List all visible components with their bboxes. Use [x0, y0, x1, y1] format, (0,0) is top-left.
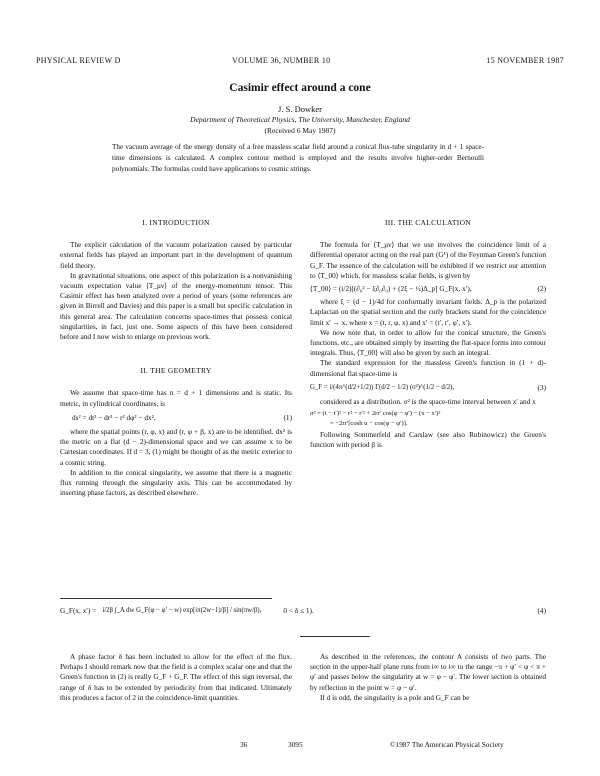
section-heading-calculation: III. THE CALCULATION [384, 218, 472, 227]
calc-paragraph-4: The standard expression for the massless Green's function in (1 + d)-dimensional flat space-time is [310, 358, 546, 378]
calc-paragraph-1: The formula for ⟨T_μν⟩ that we use involves the coincidence limit of a differential operator acting on the real part (G¹) of the Feynman Green's function G_F. The essence of the calculation will be exhibited if we restrict our attention to ⟨T_00⟩ which, for massless scalar fields, is given by [310, 240, 546, 280]
equation-1: ds² = dt² − dr² − r² dφ² − dx², [72, 412, 156, 422]
abstract: The vacuum average of the energy density of a free massless scalar field around a conical flux-tube singularity in d + 1 space-time dimensions is calculated. A complex contour method is employed and the results involve higher-order Bernoulli polynomials. The formulas could have applications to cosmic strings. [112, 143, 484, 173]
equation-3: G_F = i/(4π^(d/2+1/2)) Γ(d/2 − 1/2) (σ²)^(1/2 − d/2), [310, 383, 455, 391]
geometry-paragraph-1: We assume that space-time has n = d + 1 dimensions and is static. Its metric, in cylindrical coordinates, is [60, 388, 292, 408]
equation-3b: σ² = (t − t′)² − r² − r′² + 2rr′ cos(φ − φ′) − (x − x′)² [310, 410, 441, 418]
equation-bottom-rule [300, 636, 370, 637]
author-name: J. S. Dowker [278, 104, 322, 114]
left-column [60, 218, 292, 498]
equation-4-body: i/2β ∫_A dw G_F(φ − φ′ − w) exp[iπ(2w−1)/β] / sin(πw/β), [102, 607, 262, 614]
contour-paragraph: As described in the references, the contour A consists of two parts. The section in the upper-half plane runs from i∞ to i∞ to the range −π + φ′ < φ < π + φ′ and passes below the singularity at w = φ − φ′. The lower section is obtained by reflection in the point w = φ − φ′. [310, 652, 546, 692]
section-heading-geometry: II. THE GEOMETRY [140, 366, 212, 376]
equation-3c: = −2rr′[cosh u − cos(φ − φ′)]. [330, 420, 408, 428]
geometry-paragraph-3: In addition to the conical singularity, we assume that there is a magnetic flux running through the singularity axis. This can be accommodated by inserting phase factors, as described elsewhere. [60, 467, 292, 498]
equation-4-condition: 0 < δ ≤ 1). [283, 606, 314, 615]
issue-date: 15 NOVEMBER 1987 [486, 56, 564, 65]
intro-paragraph-1: The explicit calculation of the vacuum polarization caused by particular external fields has played an important part in the development of quantum field theory. [60, 240, 292, 270]
equation-4-number: (4) [537, 606, 546, 615]
affiliation: Department of Theoretical Physics, The University, Manchester, England [190, 115, 410, 124]
calc-paragraph-3: We now note that, in order to allow for the conical structure, the Green's functions, etc., are obtained simply by inserting the flat-space forms into contour integrals. Thus, ⟨T_00⟩ will also be given by such an integral. [310, 327, 546, 358]
bottom-left-text [60, 652, 292, 703]
equation-4-row [60, 606, 546, 615]
flux-paragraph: A phase factor δ has been included to allow for the effect of the flux. Perhaps I should remark now that the field is a complex scalar one and that the Green's function in (2) is really G_F + G_F. The effect of this sign reversal, the range of δ has to be extended by periodicity from that indicated. Ultimately this produces a factor of 2 in the coincidence-limit quantities. [60, 652, 292, 702]
equation-3-row [310, 383, 546, 393]
pole-paragraph: If d is odd, the singularity is a pole and G_F can be [320, 692, 470, 702]
section-heading-introduction: I. INTRODUCTION [142, 218, 210, 227]
equation-1-row [60, 413, 292, 423]
right-column [310, 218, 546, 450]
equation-3-number: (3) [537, 382, 546, 392]
equation-top-rule [60, 598, 272, 599]
journal-name: PHYSICAL REVIEW D [36, 56, 121, 65]
calc-paragraph-5: considered as a distribution. σ² is the space-time interval between x′ and x [320, 397, 536, 407]
equation-2: ⟨T_00⟩ = (i/2)[(∂₀² − ξ∂₀∂₀) + (2ξ − ½)Δ_p] G_F(x, x′), [310, 284, 472, 294]
calc-paragraph-6: Following Sommerfeld and Carslaw (see also Rubinowicz) the Green's function with period β is [310, 429, 546, 449]
intro-paragraph-2: In gravitational situations, one aspect of this polarization is a nonvanishing vacuum expectation value ⟨T_μν⟩ of the energy-momentum tensor. This Casimir effect has been analyzed over a period of years (some references are given in Birrell and Davies) and this paper is a small but specific calculation in this general area. The calculation concerns space-times that possess conical singularities, in fact, just one. Some aspects of this have been considered before and I now wish to enlarge on previous work. [60, 270, 292, 342]
equation-1-number: (1) [283, 412, 292, 422]
equation-2-number: (2) [537, 284, 546, 294]
equation-2-row [310, 284, 546, 294]
footer-volume: 36 [240, 740, 248, 749]
calc-paragraph-2: where ξ = (d − 1)/4d for conformally invariant fields. Δ_p is the polarized Laplacian on the spatial section and the curly brackets stand for the coincidence limit x′ → x, where x = (t, r, φ, x) and x′ = (t′, r′, φ′, x′). [310, 297, 546, 327]
equation-4-lhs: G_F(x, x′) = [60, 606, 97, 615]
paper-title: Casimir effect around a cone [229, 82, 371, 94]
bottom-right-text [310, 652, 546, 703]
volume-info: VOLUME 36, NUMBER 10 [232, 56, 331, 65]
footer-page-number: 3095 [288, 740, 303, 749]
received-date: (Received 6 May 1987) [264, 126, 336, 135]
geometry-paragraph-2: where the spatial points (r, φ, x) and (r, φ + β, x) are to be identified. dx² is the metric on a flat (d − 2)-dimensional space and we can assume x to be Cartesian coordinates. If d = 3, (1) might be thought of as the metric exterior to a cosmic string. [60, 427, 292, 467]
footer-copyright: ©1987 The American Physical Society [390, 740, 504, 749]
